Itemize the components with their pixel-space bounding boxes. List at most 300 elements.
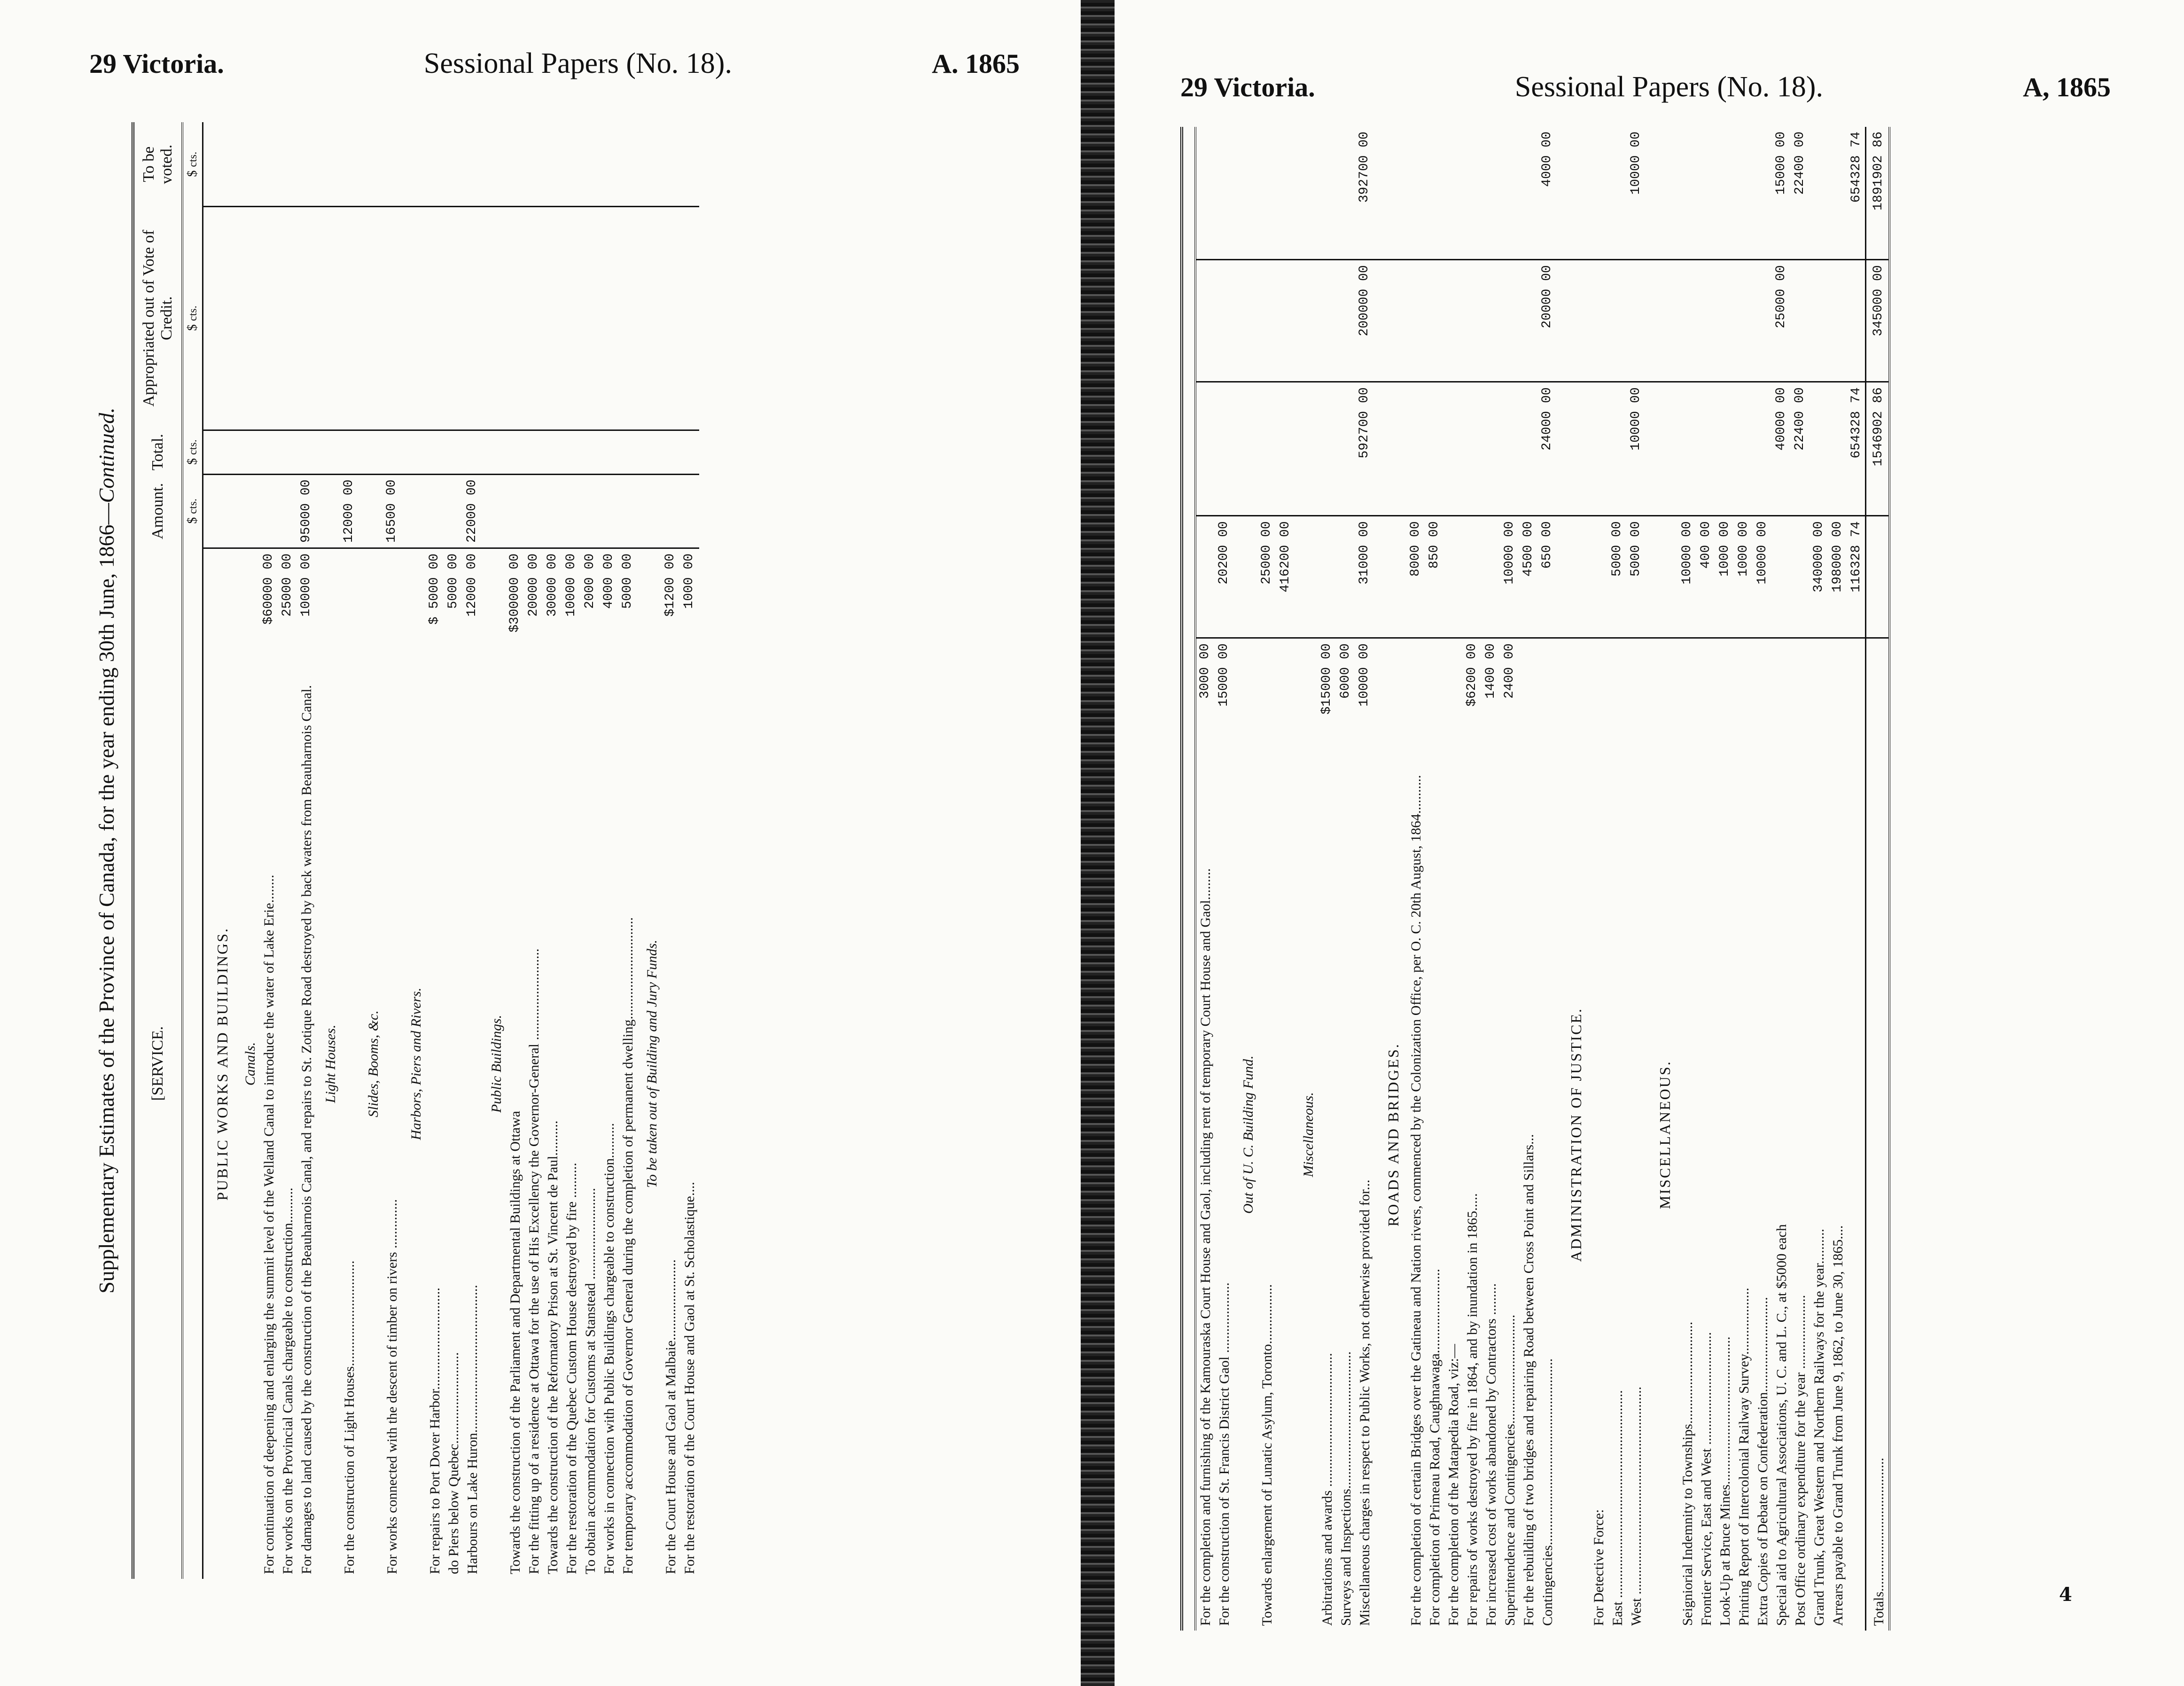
right-row-subamount	[1829, 638, 1848, 771]
right-row-subamount	[1754, 638, 1772, 771]
left-row-subamount: 5000 00	[446, 554, 460, 609]
right-row-amount: 400 00	[1697, 516, 1716, 638]
right-row-voted	[1716, 127, 1735, 260]
right-row-voted	[1829, 127, 1848, 260]
left-row-description: Slides, Booms, &c.	[366, 1010, 381, 1117]
left-row-amount	[279, 474, 297, 548]
right-row-voted: 10000 00	[1627, 127, 1646, 260]
left-row-amount	[638, 474, 662, 548]
left-row-description: Towards the construction of the Reformatory Prison at St. Vincent de Paul..........	[545, 1120, 561, 1574]
right-row-description: Superintendence and Contingencies...............................	[1502, 1314, 1518, 1626]
right-row-voted	[1463, 127, 1482, 260]
right-row-subamount	[1407, 638, 1426, 771]
right-row-appropriated	[1215, 260, 1234, 382]
right-row-total	[1463, 382, 1482, 516]
left-row	[316, 122, 340, 1579]
right-running-head	[1180, 66, 2111, 108]
right-row-voted	[1407, 127, 1426, 260]
right-row-total	[1590, 382, 1608, 516]
right-row-amount: 31000 00	[1356, 516, 1374, 638]
left-row-subamount	[383, 548, 402, 681]
right-row-total	[1646, 382, 1678, 516]
totals-label: Totals......................................	[1866, 638, 1890, 1631]
left-row-description: Public Buildings.	[489, 1015, 504, 1113]
left-row-appropriated	[482, 206, 506, 430]
estimates-title-text: Supplementary Estimates of the Province of Canada, for the year ending 30th June, 1866—	[94, 503, 118, 1294]
left-row-appropriated	[279, 206, 297, 430]
right-row-subamount: 1400 00	[1483, 643, 1498, 699]
right-row	[1791, 127, 1810, 1631]
right-row-amount: 8000 00	[1407, 516, 1426, 638]
right-row-description: Miscellaneous.	[1301, 1092, 1316, 1178]
right-row-voted	[1697, 127, 1716, 260]
amount-column-header: Amount.	[133, 474, 182, 548]
left-row-total	[402, 430, 426, 474]
right-row-amount: 116328 74	[1848, 516, 1866, 638]
right-row-voted	[1482, 127, 1501, 260]
right-row	[1735, 127, 1754, 1631]
right-row-amount: 10000 00	[1754, 516, 1772, 638]
right-row-description: Arbitrations and awards ......................................	[1319, 1353, 1335, 1626]
right-row-subamount	[1538, 638, 1557, 771]
left-row-description: For the construction of Light Houses..............................	[342, 1260, 357, 1574]
left-row-voted	[619, 122, 638, 206]
right-row	[1195, 127, 1215, 1631]
totals-total: 1546902 86	[1866, 382, 1890, 516]
totals-amount	[1866, 516, 1890, 638]
left-row-appropriated	[525, 206, 544, 430]
left-table-body	[203, 122, 700, 1579]
right-row-description: MISCELLANEOUS.	[1656, 1060, 1673, 1209]
right-row-description: West ...........................................................	[1629, 1386, 1644, 1626]
left-row-description: For repairs to Port Dover Harbor.............................	[427, 1288, 443, 1574]
left-row-voted	[638, 122, 662, 206]
right-row-appropriated	[1829, 260, 1848, 382]
right-row-appropriated	[1277, 260, 1294, 382]
right-row-voted: 22400 00	[1791, 127, 1810, 260]
left-row	[359, 122, 383, 1579]
amount-dollar-unit: $	[185, 517, 200, 524]
right-row	[1356, 127, 1374, 1631]
right-row-voted	[1258, 127, 1277, 260]
right-row-appropriated	[1754, 260, 1772, 382]
right-row-amount: 416200 00	[1277, 516, 1294, 638]
right-row-subamount: 6000 00	[1338, 643, 1353, 699]
totals-voted: 1891902 86	[1866, 127, 1890, 260]
left-row-amount	[619, 474, 638, 548]
left-row-voted	[506, 122, 525, 206]
total-units	[182, 430, 203, 474]
right-row	[1829, 127, 1848, 1631]
amount-units	[182, 474, 203, 548]
left-row	[279, 122, 297, 1579]
left-row-total	[662, 430, 680, 474]
right-row-total: 24000 00	[1538, 382, 1557, 516]
left-row-appropriated	[463, 206, 482, 430]
left-row-amount	[482, 474, 506, 548]
left-row-subamount: $300000 00	[507, 554, 522, 633]
right-row-amount	[1444, 516, 1463, 638]
right-row-appropriated	[1318, 260, 1337, 382]
right-row-total	[1697, 382, 1716, 516]
left-row-voted	[581, 122, 600, 206]
right-row-voted	[1590, 127, 1608, 260]
left-row-amount	[426, 474, 445, 548]
left-row-voted	[662, 122, 680, 206]
right-row-amount	[1482, 516, 1501, 638]
right-row-amount: 1000 00	[1735, 516, 1754, 638]
right-row-subamount: $6200 00	[1465, 643, 1479, 707]
left-row-description: For the restoration of the Court House and Gaol at St. Scholastique....	[682, 1182, 697, 1574]
left-row-voted	[260, 122, 279, 206]
right-row	[1501, 127, 1520, 1631]
right-row-appropriated	[1407, 260, 1426, 382]
right-row-subamount	[1791, 638, 1810, 771]
left-row-amount	[260, 474, 279, 548]
right-header-papers: Sessional Papers (No. 18).	[1514, 70, 1823, 103]
left-row-amount	[316, 474, 340, 548]
right-row-total	[1407, 382, 1426, 516]
left-row-description: For temporary accommodation of Governor General during the completion of permanent dwelling.............................	[620, 917, 636, 1574]
left-row	[581, 122, 600, 1579]
right-amount-header	[1182, 516, 1195, 638]
right-row-description: Grand Trunk, Great Western and Northern Railways for the year..........	[1811, 1228, 1827, 1626]
left-row-subamount: 25000 00	[280, 554, 295, 617]
left-row-appropriated	[203, 206, 236, 430]
left-row-total	[638, 430, 662, 474]
left-running-head	[89, 42, 1020, 85]
right-row-subamount	[1590, 638, 1608, 771]
left-row-subamount: 1000 00	[682, 554, 696, 609]
left-row-amount	[445, 474, 463, 548]
left-estimates-table	[132, 122, 699, 1579]
right-row-voted	[1735, 127, 1754, 260]
left-row-subamount: 4000 00	[601, 554, 616, 609]
estimates-title-continued: Continued.	[94, 407, 118, 503]
right-row-total	[1735, 382, 1754, 516]
right-row-voted	[1374, 127, 1407, 260]
right-row-amount	[1772, 516, 1791, 638]
left-row-voted	[426, 122, 445, 206]
right-row	[1772, 127, 1791, 1631]
right-row-voted	[1215, 127, 1234, 260]
right-row-description: Miscellaneous charges in respect to Public Works, not otherwise provided for...	[1357, 1179, 1373, 1626]
right-row-voted: 392700 00	[1356, 127, 1374, 260]
right-row-description: Seigniorial Indemnity to Townships.............................	[1680, 1321, 1695, 1626]
right-row	[1754, 127, 1772, 1631]
right-row-total	[1277, 382, 1294, 516]
right-row-description: For the rebuilding of two bridges and repairing Road between Cross Point and Sillars...	[1521, 1134, 1537, 1626]
to-be-voted-column-header: To be voted.	[133, 122, 182, 206]
left-row-appropriated	[340, 206, 359, 430]
left-row-amount	[544, 474, 562, 548]
left-row-subamount: 10000 00	[299, 554, 313, 617]
left-row-description: For continuation of deepening and enlarging the summit level of the Welland Canal to introduce the water of Lake Erie........	[261, 874, 277, 1574]
right-row	[1646, 127, 1678, 1631]
right-row	[1608, 127, 1627, 1631]
right-row-total: 592700 00	[1356, 382, 1374, 516]
left-row-voted	[383, 122, 402, 206]
left-row-total	[340, 430, 359, 474]
right-row-appropriated	[1608, 260, 1627, 382]
left-row-voted	[680, 122, 699, 206]
left-row-description: Towards the construction of the Parliament and Departmental Buildings at Ottawa	[507, 1111, 523, 1574]
right-row-amount: 20200 00	[1215, 516, 1234, 638]
right-row-description: East ...........................................................	[1610, 1390, 1625, 1626]
left-row-total	[203, 430, 236, 474]
total-column-header: Total.	[133, 430, 182, 474]
left-row-appropriated	[638, 206, 662, 430]
right-row-appropriated: 25000 00	[1772, 260, 1791, 382]
right-row-voted: 654328 74	[1848, 127, 1866, 260]
right-row	[1482, 127, 1501, 1631]
left-header-session: 29 Victoria.	[89, 48, 224, 79]
left-row	[662, 122, 680, 1579]
right-row-appropriated: 20000 00	[1538, 260, 1557, 382]
right-row-amount	[1195, 516, 1215, 638]
right-row-total	[1810, 382, 1829, 516]
left-row-subamount: $ 5000 00	[427, 554, 442, 625]
right-row-appropriated	[1463, 260, 1482, 382]
right-row-description: For the completion and furnishing of the Kamouraska Court House and Gaol, including rent of temporary Court House and Gaol.........	[1198, 868, 1213, 1626]
left-row-amount: 12000 00	[340, 474, 359, 548]
left-row-appropriated	[544, 206, 562, 430]
left-row-appropriated	[562, 206, 581, 430]
right-row-amount	[1646, 516, 1678, 638]
left-row	[297, 122, 316, 1579]
right-row-description: Post Office ordinary expenditure for the year .....................	[1793, 1295, 1808, 1626]
right-voted-header	[1182, 127, 1195, 260]
left-row-description: Light Houses.	[323, 1024, 338, 1103]
right-row-amount: 4500 00	[1520, 516, 1538, 638]
left-row-description: Harbours on Lake Huron..........................................	[465, 1285, 480, 1574]
right-row-voted	[1426, 127, 1444, 260]
left-row-description: PUBLIC WORKS AND BUILDINGS.	[214, 927, 231, 1201]
right-row-appropriated	[1520, 260, 1538, 382]
left-row-description: For the fitting up of a residence at Ottawa for the use of His Excellency the Governor-General ..........................	[526, 948, 542, 1574]
right-row-appropriated	[1501, 260, 1520, 382]
right-row	[1444, 127, 1463, 1631]
left-row-voted	[316, 122, 340, 206]
left-row-description: For works connected with the descent of timber on rivers ..............	[384, 1199, 400, 1574]
left-row-description: Harbors, Piers and Rivers.	[408, 987, 424, 1140]
right-row-total: 10000 00	[1627, 382, 1646, 516]
right-row-total	[1608, 382, 1627, 516]
right-row-voted	[1646, 127, 1678, 260]
left-row-total	[482, 430, 506, 474]
right-row-total	[1520, 382, 1538, 516]
left-row-description: For works on the Provincial Canals chargeable to construction..........	[280, 1187, 296, 1574]
right-row-amount	[1791, 516, 1810, 638]
left-row	[544, 122, 562, 1579]
right-row-appropriated	[1258, 260, 1277, 382]
right-row-subamount	[1697, 638, 1716, 771]
right-row-voted	[1318, 127, 1337, 260]
left-row-voted	[236, 122, 260, 206]
left-row	[383, 122, 402, 1579]
left-row-amount	[525, 474, 544, 548]
right-row-amount	[1590, 516, 1608, 638]
right-row-voted	[1294, 127, 1318, 260]
right-row-voted	[1557, 127, 1590, 260]
left-row-amount: 95000 00	[297, 474, 316, 548]
right-row-voted	[1810, 127, 1829, 260]
right-row-subamount	[1627, 638, 1646, 771]
right-row-amount	[1557, 516, 1590, 638]
right-row-voted	[1444, 127, 1463, 260]
left-row-total	[600, 430, 619, 474]
left-row-subamount: $1200 00	[663, 554, 678, 617]
right-row-appropriated	[1791, 260, 1810, 382]
left-row-voted	[463, 122, 482, 206]
right-row-subamount	[1735, 638, 1754, 771]
right-row-appropriated	[1444, 260, 1463, 382]
left-row-voted	[340, 122, 359, 206]
right-row-total	[1557, 382, 1590, 516]
right-row-appropriated	[1337, 260, 1356, 382]
right-row-total	[1234, 382, 1258, 516]
right-row	[1463, 127, 1482, 1631]
right-row-total	[1501, 382, 1520, 516]
left-row-appropriated	[680, 206, 699, 430]
left-row-amount	[359, 474, 383, 548]
left-row-total	[359, 430, 383, 474]
right-row-appropriated	[1735, 260, 1754, 382]
right-row-voted	[1678, 127, 1697, 260]
left-row-amount	[506, 474, 525, 548]
right-row-amount: 10000 00	[1678, 516, 1697, 638]
left-row	[525, 122, 544, 1579]
right-row	[1258, 127, 1277, 1631]
left-row	[638, 122, 662, 1579]
right-row-total	[1337, 382, 1356, 516]
left-row-total	[316, 430, 340, 474]
right-row-subamount	[1810, 638, 1829, 771]
right-row-subamount: 10000 00	[1357, 643, 1372, 707]
right-row-subamount	[1608, 638, 1627, 771]
left-row-appropriated	[316, 206, 340, 430]
left-row-appropriated	[426, 206, 445, 430]
right-row-total	[1294, 382, 1318, 516]
left-row	[260, 122, 279, 1579]
right-row	[1590, 127, 1608, 1631]
left-row-amount	[562, 474, 581, 548]
left-row-subamount: 20000 00	[526, 554, 541, 617]
right-total-header	[1182, 382, 1195, 516]
right-row-subamount: 3000 00	[1198, 643, 1212, 699]
right-row-appropriated	[1627, 260, 1646, 382]
service-units	[182, 548, 203, 1579]
right-row-description: For increased cost of works abandoned by Contractors .........	[1483, 1283, 1499, 1626]
left-row-total	[236, 430, 260, 474]
right-row-description: Special aid to Agricultural Associations, U. C. and L. C., at $5000 each	[1774, 1224, 1789, 1626]
right-row-subamount: 2400 00	[1502, 643, 1517, 699]
right-row-voted	[1754, 127, 1772, 260]
right-row-appropriated	[1482, 260, 1501, 382]
right-row-appropriated	[1678, 260, 1697, 382]
left-row-subamount: 30000 00	[545, 554, 560, 617]
left-row-total	[619, 430, 638, 474]
right-row-voted	[1337, 127, 1356, 260]
right-rotated-content	[1171, 127, 2134, 1631]
left-row-description: For works in connection with Public Buildings chargeable to construction..........	[601, 1123, 617, 1574]
right-row-description: For repairs of works destroyed by fire in 1864, and by inundation in 1865.....	[1465, 1193, 1480, 1626]
right-row-appropriated	[1697, 260, 1716, 382]
left-row	[236, 122, 260, 1579]
left-rotated-area	[89, 122, 1081, 1574]
right-row-total	[1716, 382, 1735, 516]
right-row-description: For Detective Force:	[1591, 1509, 1607, 1626]
right-row-appropriated	[1234, 260, 1258, 382]
voted-cts-unit: cts.	[187, 151, 199, 167]
right-row-amount	[1337, 516, 1356, 638]
left-row-total	[506, 430, 525, 474]
left-row-voted	[562, 122, 581, 206]
left-row-amount	[236, 474, 260, 548]
right-row-appropriated	[1195, 260, 1215, 382]
book-gutter	[1081, 0, 1115, 1686]
right-row-amount	[1294, 516, 1318, 638]
left-row-voted	[544, 122, 562, 206]
right-row-appropriated	[1426, 260, 1444, 382]
left-row-total	[581, 430, 600, 474]
right-row	[1557, 127, 1590, 1631]
right-row	[1374, 127, 1407, 1631]
right-row	[1294, 127, 1318, 1631]
right-row-description: Frontier Service, East and West ................................	[1699, 1332, 1714, 1626]
right-row	[1318, 127, 1337, 1631]
left-row-total	[445, 430, 463, 474]
right-row-amount: 850 00	[1426, 516, 1444, 638]
right-row-description	[1848, 770, 1866, 1631]
left-page	[0, 0, 1081, 1686]
right-row-total: 40000 00	[1772, 382, 1791, 516]
right-row-description: Extra Copies of Debate on Confederation...........................	[1755, 1297, 1771, 1626]
left-row-description: For the restoration of the Quebec Custom House destroyed by fire ..........	[564, 1163, 579, 1574]
left-rotated-content	[89, 122, 1029, 1579]
right-row-amount: 340000 00	[1810, 516, 1829, 638]
right-row-description: Printing Report of Intercolonial Railway Survey...................	[1736, 1288, 1752, 1626]
right-row	[1697, 127, 1716, 1631]
left-row	[402, 122, 426, 1579]
right-rotated-area	[1171, 127, 2184, 1626]
left-row-amount: 16500 00	[383, 474, 402, 548]
left-row-amount	[662, 474, 680, 548]
left-row-appropriated	[359, 206, 383, 430]
right-row-total	[1215, 382, 1234, 516]
right-row-description: Surveys and Inspections.......................................	[1338, 1351, 1354, 1626]
right-row-total: 654328 74	[1848, 382, 1866, 516]
right-row-amount: 1000 00	[1716, 516, 1735, 638]
right-row	[1337, 127, 1356, 1631]
left-row-appropriated	[445, 206, 463, 430]
right-row-voted	[1277, 127, 1294, 260]
right-row-subamount	[1678, 638, 1697, 771]
right-row-amount: 5000 00	[1627, 516, 1646, 638]
left-row-total	[525, 430, 544, 474]
right-row-amount	[1318, 516, 1337, 638]
right-row-voted	[1501, 127, 1520, 260]
right-row-total	[1829, 382, 1848, 516]
right-row-appropriated: 200000 00	[1356, 260, 1374, 382]
right-row-description: Out of U. C. Building Fund.	[1240, 1055, 1256, 1214]
left-row-amount	[203, 474, 236, 548]
right-row-description: For the construction of St. Francis District Gaol ....................	[1217, 1282, 1232, 1626]
right-row-appropriated	[1810, 260, 1829, 382]
left-row-appropriated	[402, 206, 426, 430]
left-row-subamount: 5000 00	[620, 554, 635, 609]
left-row-total	[260, 430, 279, 474]
